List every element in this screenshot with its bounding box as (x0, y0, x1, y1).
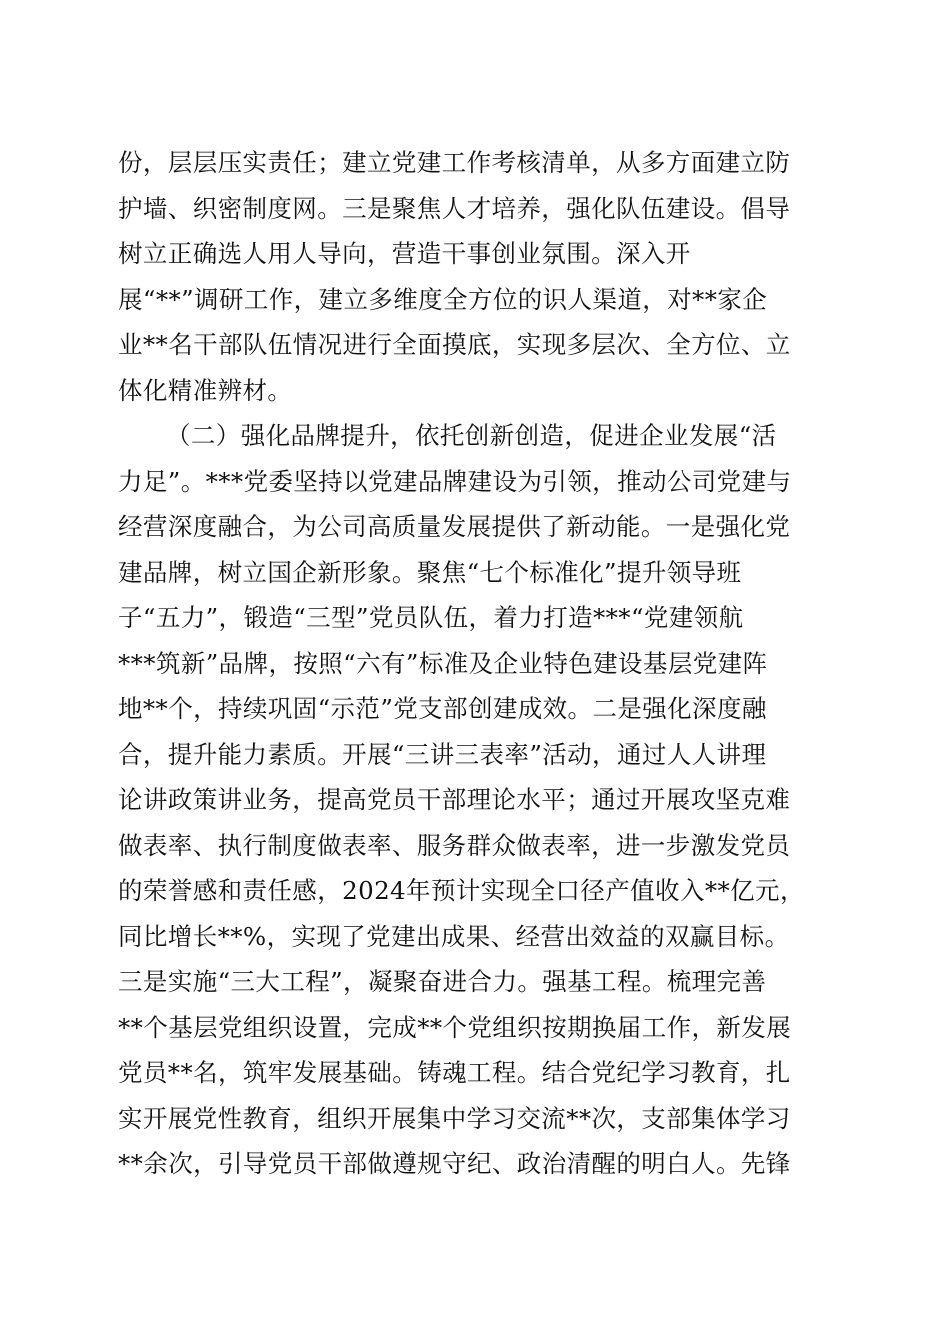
text-line: **余次，引导党员干部做遵规守纪、政治清醒的明白人。先锋 (118, 1149, 791, 1178)
document-body (118, 140, 838, 1187)
text-line: 子“五力”，锻造“三型”党员队伍，着力打造***“党建领航 (118, 603, 744, 632)
text-line: 地**个，持续巩固“示范”党支部创建成效。二是强化深度融 (118, 694, 767, 723)
text-line: 护墙、织密制度网。三是聚焦人才培养，强化队伍建设。倡导 (118, 193, 791, 223)
text-line: 建品牌，树立国企新形象。聚焦“七个标准化”提升领导班 (118, 557, 742, 587)
text-line: ***筑新”品牌，按照“六有”标准及企业特色建设基层党建阵 (118, 648, 768, 678)
text-line: 同比增长**%，实现了党建出成果、经营出效益的双赢目标。 (118, 921, 790, 951)
text-line: 实开展党性教育，组织开展集中学习交流**次，支部集体学习 (118, 1103, 791, 1133)
text-line: 合，提升能力素质。开展“三讲三表率”活动，通过人人讲理 (118, 739, 767, 769)
section-heading-line: （二）强化品牌提升，依托创新创造，促进企业发展“活 (166, 421, 777, 450)
text-line: 做表率、执行制度做表率、服务群众做表率，进一步激发党员 (118, 830, 791, 860)
text-line: 的荣誉感和责任感，2024年预计实现全口径产值收入**亿元， (118, 876, 805, 905)
text-line: 份，层层压实责任；建立党建工作考核清单，从多方面建立防 (118, 148, 791, 177)
text-line: 经营深度融合，为公司高质量发展提供了新动能。一是强化党 (118, 512, 791, 541)
text-line: 树立正确选人用人导向，营造干事创业氛围。深入开 (118, 239, 691, 268)
text-line: 展“**”调研工作，建立多维度全方位的识人渠道，对**家企 (118, 284, 768, 314)
text-line: 力足”。***党委坚持以党建品牌建设为引领，推动公司党建与 (118, 466, 792, 496)
text-line: 体化精准辨材。 (118, 375, 293, 405)
text-line: 党员**名，筑牢发展基础。铸魂工程。结合党纪学习教育，扎 (118, 1058, 791, 1087)
text-line: **个基层党组织设置，完成**个党组织按期换届工作，新发展 (118, 1012, 792, 1042)
text-line: 业**名干部队伍情况进行全面摸底，实现多层次、全方位、立 (118, 330, 791, 359)
text-line: 三是实施“三大工程”，凝聚奋进合力。强基工程。梳理完善 (118, 967, 767, 996)
text-line: 论讲政策讲业务，提高党员干部理论水平；通过开展攻坚克难 (118, 785, 791, 814)
